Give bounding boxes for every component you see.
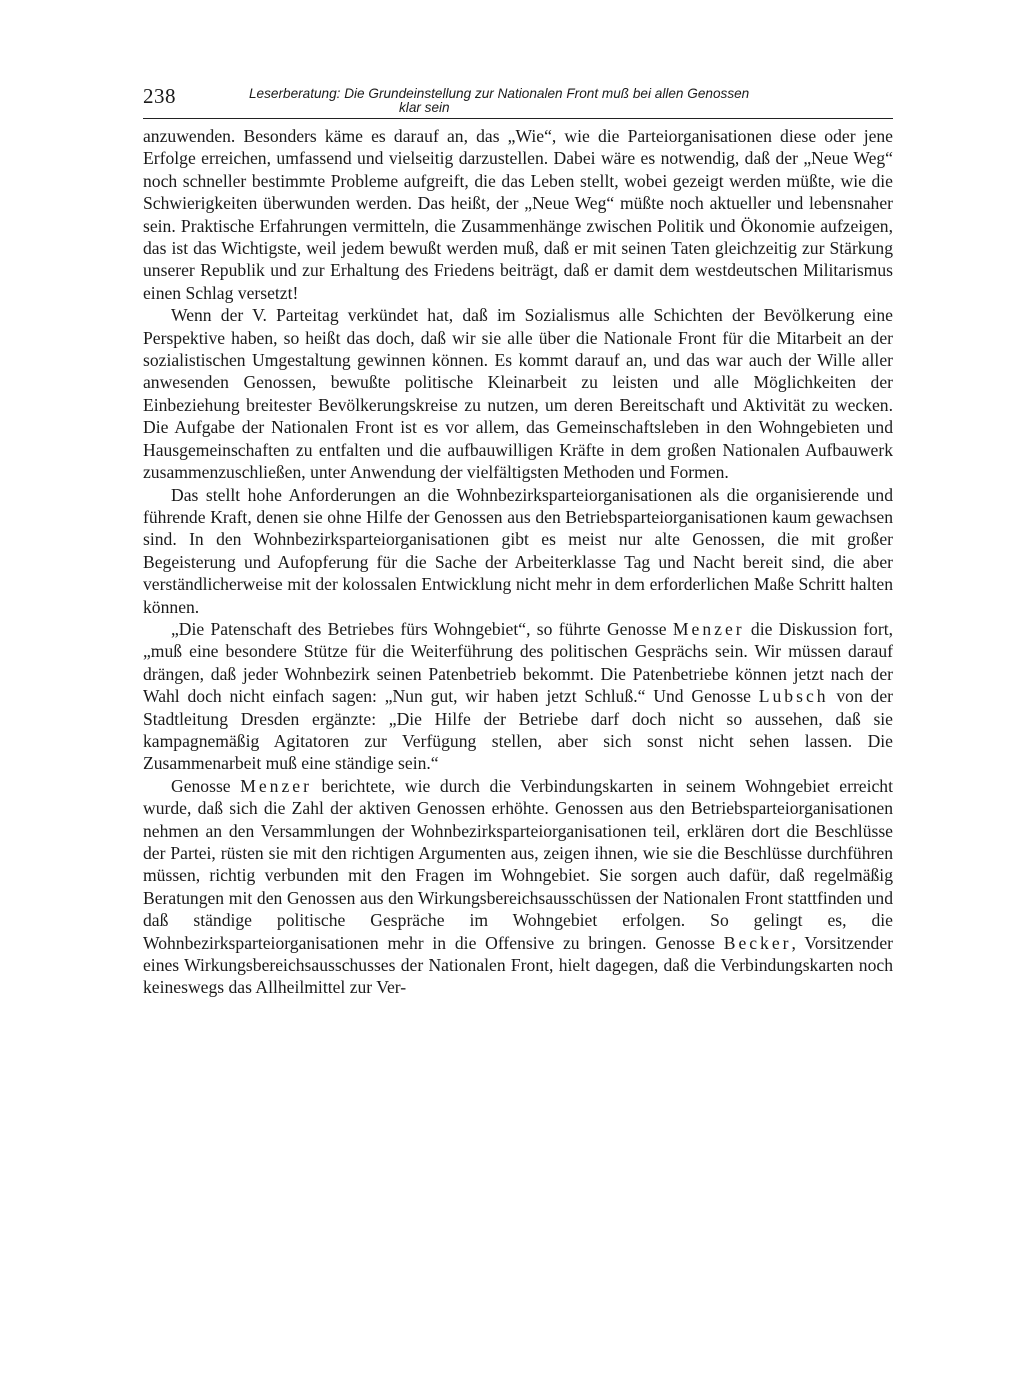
running-head-line-1: Leserberatung: Die Grundeinstellung zur Nationalen Front muß bei allen Genossen bbox=[249, 86, 750, 101]
paragraph-3: Das stellt hohe Anforderungen an die Wohnbezirksparteiorganisationen als die organisierende und führende Kraft, denen sie ohne Hilfe der Genossen aus den Betriebsparteiorganisationen kaum gewachsen sind. In den Wohnbezirksparteiorganisationen gibt es meist nur alte Genossen, die mit großer Begeisterung und Aufopferung für die Sache der Arbeiterklasse Tag und Nacht bereit sind, die aber verständlicherweise mit der kolossalen Entwicklung nicht mehr in dem erforderlichen Maße Schritt halten können. bbox=[143, 484, 893, 617]
page-number: 238 bbox=[143, 84, 176, 108]
paragraph-4-part-2: die Diskussion fort, „muß eine besondere Stütze für die Weiterführung des politischen Gesprächs sein. Wir müssen darauf drängen, daß jeder Wohnbezirk seinen Patenbetrieb bekommt. Die Patenbetriebe können jetzt nach der Wahl doch nicht einfach sagen: „Nun gut, wir haben jetzt Schluß.“ Und Genosse bbox=[143, 618, 893, 707]
paragraph-5 bbox=[143, 775, 893, 999]
paragraph-4-part-3: von der Stadtleitung Dresden ergänzte: „Die Hilfe der Betriebe darf doch nicht so aussehen, daß sie kampagnemäßig Agitatoren zur Verfügung stellen, aber sich sonst nicht sehen lassen. Die Zusammenarbeit muß eine ständige sein.“ bbox=[143, 686, 893, 774]
running-head-line-2: klar sein bbox=[399, 100, 450, 115]
person-name-menzer: Menzer bbox=[672, 618, 745, 639]
person-name-lubsch: Lubsch bbox=[758, 686, 829, 707]
paragraph-4 bbox=[143, 618, 893, 775]
paragraph-5-part-3: , Vorsitzender eines Wirkungsbereichsausschusses der Nationalen Front, hielt dagegen, daß die Verbindungskarten noch keineswegs das Allheilmittel zur Ver- bbox=[143, 932, 893, 998]
person-name-menzer-2: Menzer bbox=[240, 775, 312, 796]
body-text bbox=[143, 125, 893, 999]
paragraph-5-part-1: Genosse bbox=[171, 775, 241, 796]
page-header bbox=[143, 84, 893, 119]
book-page bbox=[143, 84, 893, 999]
paragraph-2: Wenn der V. Parteitag verkündet hat, daß im Sozialismus alle Schichten der Bevölkerung eine Perspektive haben, so heißt das doch, daß wir sie alle über die Nationale Front für die Mitarbeit an der sozialistischen Umgestaltung gewinnen können. Es kommt darauf an, und das war auch der Wille aller anwesenden Genossen, bewußte politische Kleinarbeit zu leisten und alle Möglichkeiten der Einbeziehung breitester Bevölkerungskreise zu nutzen, um deren Bereitschaft und Aktivität zu wecken. Die Aufgabe der Nationalen Front ist es vor allem, das Gemeinschaftsleben in den Wohngebieten und Hausgemeinschaften zu entfalten und die aufbauwilligen Kräfte in dem großen Nationalen Aufbauwerk zusammenzuschließen, unter Anwendung der vielfältigsten Methoden und Formen. bbox=[143, 305, 893, 483]
paragraph-1: anzuwenden. Besonders käme es darauf an, das „Wie“, wie die Parteiorganisationen diese oder jene Erfolge erreichen, umfassend und vielseitig darzustellen. Dabei wäre es notwendig, daß der „Neue Weg“ noch schneller bestimmte Probleme aufgreift, die das Leben stellt, wobei gezeigt werden müßte, wie die Schwierigkeiten überwunden werden. Das heißt, der „Neue Weg“ müßte noch aktueller und lebensnaher sein. Praktische Erfahrungen vermitteln, die Zusammenhänge zwischen Politik und Ökonomie aufzeigen, das ist das Wichtigste, weil jedem bewußt werden muß, daß er mit seinen Taten gleichzeitig zur Stärkung unserer Republik und zur Erhaltung des Friedens beiträgt, daß er damit dem westdeutschen Militarismus einen Schlag versetzt! bbox=[143, 126, 893, 303]
running-head bbox=[249, 87, 889, 115]
paragraph-4-part-1: „Die Patenschaft des Betriebes fürs Wohngebiet“, so führte Genosse bbox=[171, 618, 673, 639]
person-name-becker: Becker bbox=[723, 932, 792, 953]
paragraph-5-part-2: berichtete, wie durch die Verbindungskarten in seinem Wohngebiet erreicht wurde, daß sich die Zahl der aktiven Genossen erhöhte. Genossen aus den Betriebsparteiorganisationen nehmen an den Versammlungen der Wohnbezirksparteiorganisationen teil, erklären dort die Beschlüsse der Partei, rüsten sie mit den richtigen Argumenten aus, zeigen ihnen, wie sie die Beschlüsse durchführen müssen, richtig verbunden mit den Fragen im Wohngebiet. Sie sorgen auch dafür, daß regelmäßig Beratungen mit den Genossen aus den Wirkungsbereichsausschüssen der Nationalen Front stattfinden und daß ständige politische Gespräche im Wohngebiet erfolgen. So gelingt es, die Wohnbezirksparteiorganisationen mehr in die Offensive zu bringen. Genosse bbox=[143, 775, 893, 953]
